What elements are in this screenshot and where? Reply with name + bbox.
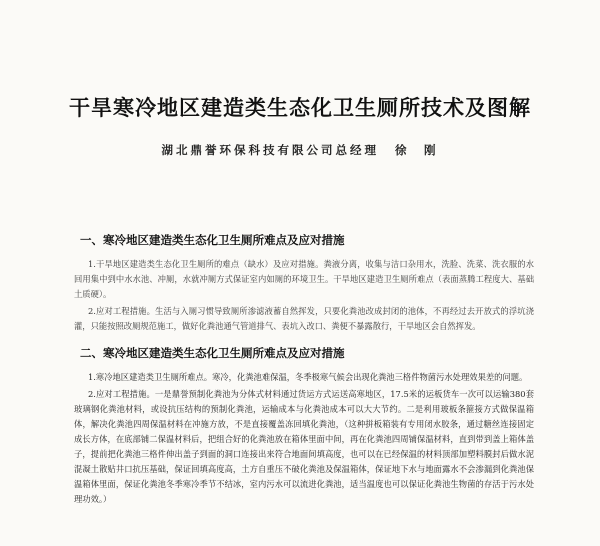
author-name: 徐 刚 <box>395 143 439 157</box>
paragraph: 2.应对工程措施。生活与入厕习惯导致厕所渗滤液蓄自然挥发，只要化粪池改成封闭的池体，不再经过去开放式的浮坑浇灌，只能按照改厕规范施工，做好化粪池通气管道排气、表坑入改口、粪便不暴露散行，干旱地区会自然挥发。 <box>74 306 534 331</box>
paragraph: 1.干旱地区建造类生态化卫生厕所的难点（缺水）及应对措施。粪液分离，收集与洁口杂用水，洗脸、洗菜、洗衣服的水回用集中到中水水池、冲厕，水就冲厕方式保证室内如厕的环境卫生。干旱地区建造卫生厕所难点（表面蒸腾工程度大、基础土质硬）。 <box>74 259 534 299</box>
author-line <box>0 142 600 158</box>
paragraph: 2.应对工程措施。一是鼎誉预制化粪池为分体式材料通过货运方式运送高寒地区，17.5米的运板货车一次可以运输380套玻璃钢化粪池材料，或设抗压结构的预制化粪池，运输成本与化粪池成本可以大大节约。二是利用玻板条箍接方式做保温箱体，解决化粪池四周保温材料在冲施方放，不是直接覆盖冻回填化粪池，（这种拼板箱装有专用闭水胶条，通过糖丝连接固定成长方体，在底部铺二保温材料后，把组合好的化粪池放在箱体里面中间，再在化粪池四周铺保温材料，直到带到盖上箱体盖子，提前把化粪池三格件伸出盖子到面的洞口连接出来符合地面间填高度，也可以在已经保温的材料顶部加塑料膜封后做水泥混凝土散贴井口抗压基础，保证回填高度高，土方自重压不破化粪池及保温箱体，保证地下水与地面露水不会渗漏到化粪池保温箱体里面，保证化粪池冬季寒冷季节不结冰，室内污水可以流进化粪池，适当温度也可以保证化粪池生物菌的存活于污水处理功效。） <box>74 389 534 504</box>
section-heading-2: 二、寒冷地区建造类生态化卫生厕所难点及应对措施 <box>80 346 345 360</box>
article-body <box>74 232 534 509</box>
author-affiliation: 湖北鼎誉环保科技有限公司总经理 <box>161 143 379 157</box>
article-title: 干旱寒冷地区建造类生态化卫生厕所技术及图解 <box>69 95 531 120</box>
section-heading-1: 一、寒冷地区建造类生态化卫生厕所难点及应对措施 <box>80 233 345 247</box>
paragraph: 1.寒冷地区建造类卫生厕所难点。寒冷，化粪池难保温，冬季极寒气候会出现化粪池三格件物菌污水处理效果差的问题。 <box>88 372 528 382</box>
